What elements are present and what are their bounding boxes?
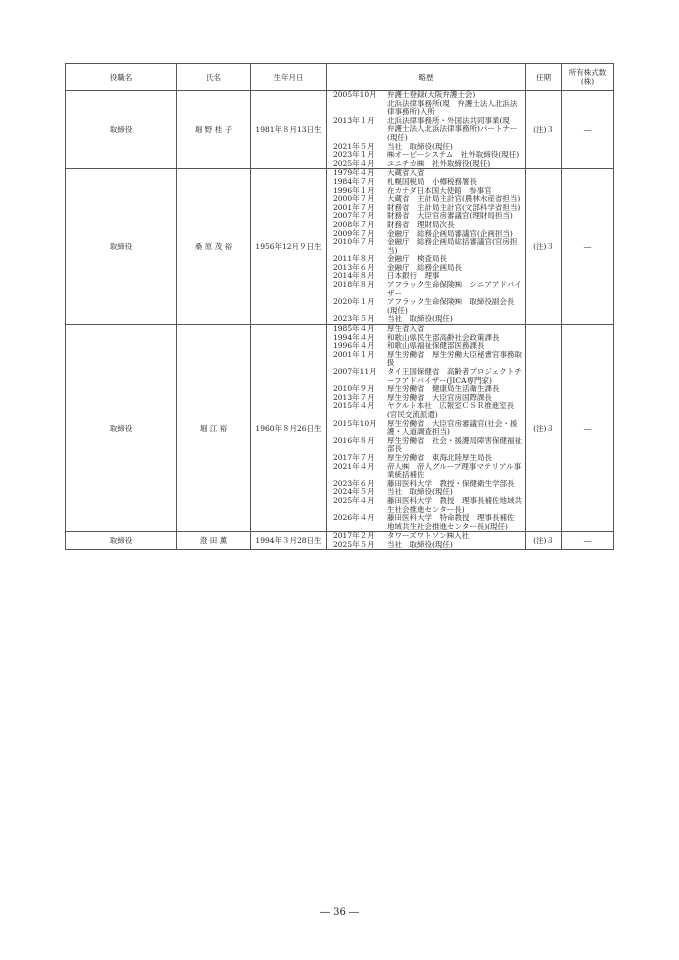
- history-text: 帝人㈱ 帝人グループ理事マテリアル事業統括補佐: [387, 461, 522, 480]
- history-text: 金融庁 総務企画局総括審議官(官房担当): [387, 237, 518, 255]
- history-date: 2013年７月: [333, 392, 375, 402]
- officer-term: (注)３: [526, 532, 562, 550]
- history-text: 財務省 主計局主計官(文部科学省担当): [387, 202, 521, 212]
- history-text: 厚生労働省 東海北陸厚生局長: [387, 452, 492, 462]
- history-date: 2010年９月: [333, 384, 375, 394]
- history-date: 2015年４月: [333, 401, 375, 411]
- history-date: 2025年４月: [333, 158, 375, 168]
- officer-shares: ―: [562, 532, 614, 550]
- officer-term: (注)３: [526, 91, 562, 169]
- history-date: 2000年７月: [333, 194, 375, 204]
- history-text: ヤクルト本社 広報室ＣＳＲ推進室長(官民交流派遣): [387, 401, 515, 419]
- history-date: 1984年７月: [333, 176, 375, 186]
- history-entry: [333, 420, 523, 437]
- officer-title: 取締役: [66, 532, 177, 550]
- history-text: 藤田医科大学 教授・保健衛生学部長: [387, 478, 515, 488]
- header-term: 任期: [526, 64, 562, 91]
- history-date: 2017年２月: [333, 531, 375, 541]
- history-text: ユニチカ㈱ 社外取締役(現任): [387, 158, 491, 168]
- history-date: 2020年１月: [333, 297, 375, 307]
- history-text: 当社 取締役(現任): [387, 314, 453, 324]
- officer-shares: ―: [562, 91, 614, 169]
- history-entry: [333, 497, 523, 514]
- history-entry: [333, 100, 523, 117]
- history-text: 厚生労働省 健康局生活衛生課長: [387, 384, 500, 394]
- history-date: 1985年４月: [333, 324, 375, 334]
- history-entry: [333, 298, 523, 315]
- history-entry: [333, 117, 523, 143]
- history-date: 2023年５月: [333, 314, 375, 324]
- officer-term: (注)３: [526, 169, 562, 325]
- history-entry: [333, 238, 523, 255]
- table-row: [66, 169, 614, 325]
- history-date: 2023年６月: [333, 478, 375, 488]
- history-text: 和歌山県民生部高齢社会政策課長: [387, 332, 500, 342]
- history-text: 厚生労働省 大臣官房審議官(社会・援護・人道調査担当): [387, 418, 518, 437]
- history-entry: [333, 463, 523, 480]
- history-text: 北浜法律事務所(現 弁護士法人北浜法律事務所)入所: [387, 98, 518, 117]
- officer-shares: ―: [562, 325, 614, 532]
- history-text: 厚生労働省 社会・援護局障害保健福祉部長: [387, 435, 522, 454]
- officer-history: [327, 169, 526, 325]
- history-date: 2025年５月: [333, 539, 375, 549]
- history-text: 札幌国税局 小樽税務署長: [387, 176, 477, 186]
- officer-title: 取締役: [66, 91, 177, 169]
- history-text: 当社 取締役(現任): [387, 141, 453, 151]
- history-text: 金融庁 検査局長: [387, 254, 447, 264]
- history-date: 2005年10月: [333, 90, 377, 99]
- history-text: 藤田医科大学 教授 理事長補佐地域共生社会推進センター長): [387, 495, 522, 514]
- officer-history: [327, 532, 526, 550]
- history-date: 2024年５月: [333, 487, 375, 497]
- history-text: 弁護士登録(大阪弁護士会): [387, 90, 476, 99]
- history-date: 1994年４月: [333, 332, 375, 342]
- history-entry: [333, 514, 523, 531]
- history-entry: [333, 368, 523, 385]
- history-date: 2007年７月: [333, 211, 375, 221]
- header-shares: 所有株式数 (株): [562, 64, 614, 91]
- history-entry: [333, 402, 523, 419]
- officer-history: [327, 91, 526, 169]
- history-entry: [333, 437, 523, 454]
- history-text: 当社 取締役(現任): [387, 487, 453, 497]
- history-text: 日本銀行 理事: [387, 271, 440, 281]
- history-date: 2025年４月: [333, 495, 375, 505]
- history-date: 2018年８月: [333, 280, 375, 290]
- history-date: 2001年１月: [333, 349, 375, 359]
- history-date: 2017年７月: [333, 452, 375, 462]
- history-text: 財務省 大臣官房審議官(理財局担当): [387, 211, 513, 221]
- history-text: アフラック生命保険㈱ シニアアドバイザー: [387, 280, 522, 298]
- history-text: ㈱オーピーシステム 社外取締役(現任): [387, 150, 520, 160]
- history-date: 2013年６月: [333, 262, 375, 272]
- history-date: [333, 100, 387, 117]
- officer-name: 堀 野 桂 子: [177, 91, 251, 169]
- officer-birth: 1960年８月26日生: [251, 325, 327, 532]
- officer-birth: 1994年３月28日生: [251, 532, 327, 550]
- history-date: 2023年１月: [333, 150, 375, 160]
- history-text: 財務省 理財局次長: [387, 219, 455, 229]
- history-text: 北浜法律事務所・外国法共同事業(現 弁護士法人北浜法律事務所)パートナー(現任): [387, 115, 518, 142]
- history-entry: [333, 351, 523, 368]
- history-entry: [333, 315, 523, 324]
- history-text: 金融庁 総務企画局審議官(企画担当): [387, 228, 513, 238]
- officer-birth: 1981年８月13日生: [251, 91, 327, 169]
- history-text: 金融庁 総務企画局長: [387, 262, 462, 272]
- history-entry: [333, 281, 523, 298]
- table-row: [66, 91, 614, 169]
- history-text: アフラック生命保険㈱ 取締役副会長(現任): [387, 297, 515, 315]
- history-text: 和歌山県福祉保健部医務課長: [387, 341, 485, 351]
- history-date: 2009年７月: [333, 228, 375, 238]
- history-date: 2021年４月: [333, 461, 375, 471]
- history-date: 2015年10月: [333, 418, 377, 428]
- officer-birth: 1956年12月９日生: [251, 169, 327, 325]
- header-history: 略歴: [327, 64, 526, 91]
- history-text: 在カナダ日本国大使館 参事官: [387, 185, 492, 195]
- officer-name: 桑 原 茂 裕: [177, 169, 251, 325]
- table-row: [66, 325, 614, 532]
- page-number: ― 36 ―: [319, 907, 360, 918]
- history-text: 大蔵省 主計局主計官(農林水産省担当): [387, 194, 521, 204]
- officer-name: 堀 江 裕: [177, 325, 251, 532]
- history-text: 厚生省入省: [387, 324, 425, 334]
- history-date: 2007年11月: [333, 367, 377, 376]
- history-date: 2014年８月: [333, 271, 375, 281]
- officer-title: 取締役: [66, 325, 177, 532]
- history-date: 1996年４月: [333, 341, 375, 351]
- table-row: [66, 532, 614, 550]
- history-date: 2021年５月: [333, 141, 375, 151]
- officers-table: [65, 63, 614, 550]
- header-title: 役職名: [66, 64, 177, 91]
- history-entry: [333, 541, 523, 550]
- history-date: 1996年１月: [333, 185, 375, 195]
- officer-term: (注)３: [526, 325, 562, 532]
- history-date: 1979年４月: [333, 168, 375, 178]
- history-text: タイ王国保健省 高齢者プロジェクトチーフアドバイザー(JICA専門家): [387, 367, 522, 385]
- officer-shares: ―: [562, 169, 614, 325]
- history-text: 当社 取締役(現任): [387, 539, 453, 549]
- history-date: 2016年８月: [333, 435, 375, 445]
- header-birth: 生年月日: [251, 64, 327, 91]
- history-date: 2001年７月: [333, 202, 375, 212]
- officer-name: 澄 田 薫: [177, 532, 251, 550]
- header-row: [66, 64, 614, 91]
- history-text: 厚生労働省 大臣官房国際課長: [387, 392, 492, 402]
- history-date: 2010年７月: [333, 237, 375, 247]
- history-text: 藤田医科大学 特命教授 理事長補佐 地域共生社会推進センター長)(現任): [387, 513, 522, 531]
- history-date: 2011年８月: [333, 254, 375, 264]
- history-text: 厚生労働省 厚生労働大臣秘書官事務取扱: [387, 349, 522, 368]
- header-name: 氏名: [177, 64, 251, 91]
- history-text: タワーズワトソン㈱入社: [387, 531, 470, 541]
- officer-title: 取締役: [66, 169, 177, 325]
- officer-history: [327, 325, 526, 532]
- history-date: 2026年４月: [333, 513, 375, 523]
- history-date: 2008年７月: [333, 219, 375, 229]
- history-date: 2013年１月: [333, 115, 375, 125]
- history-text: 大蔵省入省: [387, 168, 425, 178]
